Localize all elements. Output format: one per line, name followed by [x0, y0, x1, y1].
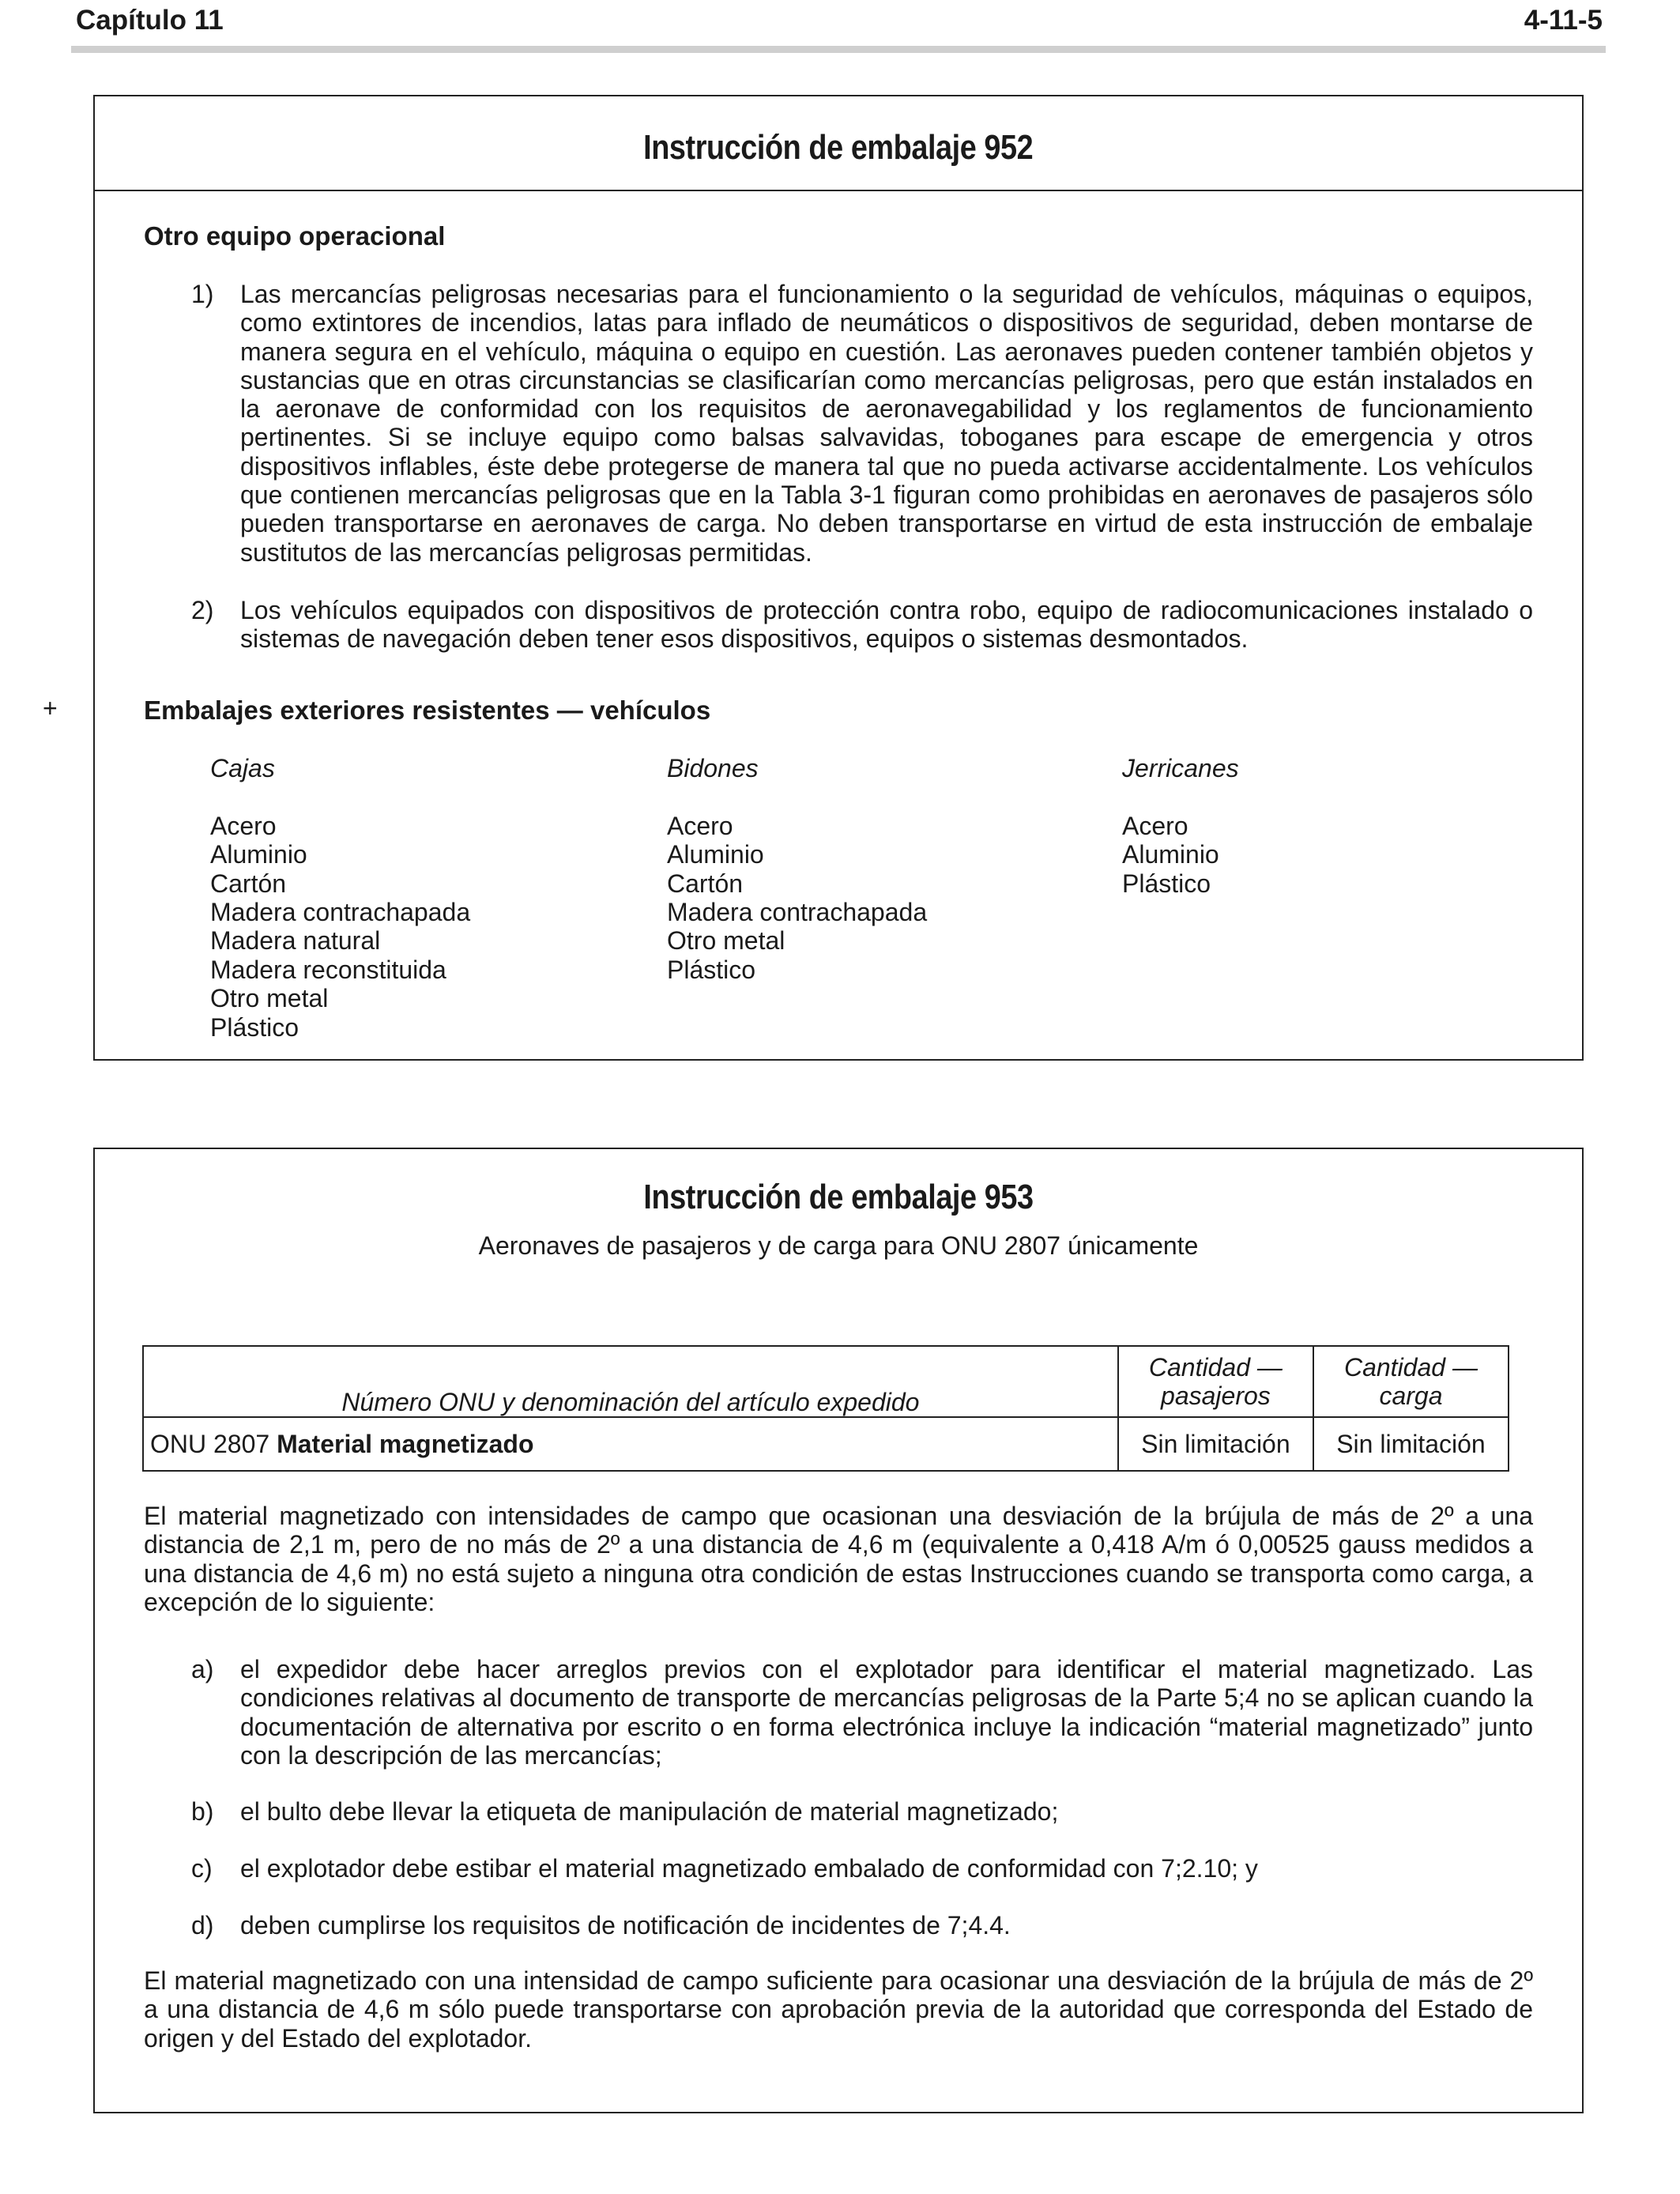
- packing-instruction-953: [93, 1148, 1584, 2113]
- packaging-material: Madera reconstituida: [210, 955, 446, 984]
- column-heading: Bidones: [667, 754, 759, 782]
- list-marker: 2): [191, 596, 214, 624]
- column-heading: Cajas: [210, 754, 275, 782]
- packaging-material: Plástico: [667, 955, 756, 984]
- packaging-material: Acero: [1122, 811, 1188, 840]
- packaging-material: Cartón: [210, 869, 287, 898]
- list-text: el bulto debe llevar la etiqueta de manipulación de material magnetizado;: [240, 1797, 1059, 1826]
- packaging-material: Aluminio: [210, 840, 307, 869]
- packing-instruction-952: [93, 95, 1584, 1061]
- packaging-material: Acero: [210, 811, 277, 840]
- list-marker: b): [191, 1797, 214, 1826]
- packaging-material: Plástico: [210, 1012, 299, 1042]
- column-heading: Jerricanes: [1122, 754, 1239, 782]
- section-heading-operational-equipment: Otro equipo operacional: [144, 221, 446, 251]
- packaging-material: Aluminio: [667, 840, 764, 869]
- column-drums: [667, 754, 927, 984]
- list-text: Los vehículos equipados con dispositivos de protección contra robo, equipo de radiocomunicaciones instalado o sistemas de navegación deben tener esos dispositivos, equipos o sistemas desmontados.: [240, 596, 1533, 654]
- list-item-b: [191, 1797, 1533, 1829]
- column-header-name: Número ONU y denominación del artículo expedido: [143, 1346, 1118, 1417]
- list-text: Las mercancías peligrosas necesarias para el funcionamiento o la seguridad de vehículos, máquinas o equipos, como extintores de incendios, latas para inflado de neumáticos o dispositivos de seguridad, deben montarse de manera segura en el vehículo, máquina o equipo en cuestión. Las aeronaves pueden contener también objetos y sustancias que en otras circunstancias se clasificarían como mercancías peligrosas, pero que están instalados en la aeronave de conformidad con los requisitos de aeronavegabilidad y los reglamentos de funcionamiento pertinentes. Si se incluye equipo como balsas salvavidas, toboganes para escape de emergencia y otros dispositivos inflables, éste debe protegerse de manera tal que no pueda activarse accidentalmente. Los vehículos que contienen mercancías peligrosas que en la Tabla 3-1 figuran como prohibidas en aeronaves de pasajeros sólo pueden transportarse en aeronaves de carga. No deben transportarse en virtud de esta instrucción de embalaje sustitutos de las mercancías peligrosas permitidas.: [240, 280, 1533, 567]
- list-text: el expedidor debe hacer arreglos previos con el explotador para identificar el material magnetizado. Las condiciones relativas al documento de transporte de mercancías peligrosas de la Parte 5;4 no se aplican cuando la documentación de alternativa por escrito o en forma electrónica incluye la indicación “material magnetizado” junto con la descripción de las mercancías;: [240, 1655, 1533, 1770]
- paragraph-approval: El material magnetizado con una intensidad de campo suficiente para ocasionar una desviación de la brújula de más de 2º a una distancia de 4,6 m sólo puede transportarse con aprobación previa de la autoridad que corresponda del Estado de origen y del Estado del explotador.: [144, 1966, 1533, 2053]
- pi952-title: Instrucción de embalaje 952: [643, 128, 1034, 167]
- packaging-material: Madera contrachapada: [210, 898, 471, 927]
- column-header-passenger: Cantidad — pasajeros: [1118, 1346, 1313, 1417]
- chapter-label: Capítulo 11: [76, 5, 224, 36]
- table-cell-passenger: Sin limitación: [1118, 1417, 1313, 1471]
- un-number: ONU 2807: [150, 1429, 270, 1458]
- list-item-a: [191, 1655, 1533, 1774]
- packaging-material: Otro metal: [667, 926, 785, 956]
- packaging-material: Madera contrachapada: [667, 898, 928, 927]
- packaging-material: Cartón: [667, 869, 744, 898]
- list-text: deben cumplirse los requisitos de notificación de incidentes de 7;4.4.: [240, 1911, 1011, 1940]
- table-row: [143, 1417, 1509, 1471]
- packaging-material: Madera natural: [210, 926, 381, 956]
- list-marker: a): [191, 1655, 214, 1683]
- packaging-material: Otro metal: [210, 984, 329, 1013]
- pi953-title: Instrucción de embalaje 953: [643, 1178, 1034, 1216]
- column-jerricans: [1122, 754, 1239, 898]
- packaging-material: Aluminio: [1122, 840, 1219, 869]
- section-heading-outer-packagings: Embalajes exteriores resistentes — vehículos: [144, 696, 711, 725]
- paragraph-intro: El material magnetizado con intensidades de campo que ocasionan una desviación de la brújula de más de 2º a una distancia de 2,1 m, pero de no más de 2º a una distancia de 4,6 m (equivalente a 0,418 A/m ó 0,00525 gauss medidos a una distancia de 4,6 m) no está sujeto a ninguna otra condición de estas Instrucciones cuando se transporta como carga, a excepción de lo siguiente:: [144, 1502, 1533, 1616]
- quantity-table: [142, 1345, 1509, 1472]
- list-item-2: [191, 596, 1533, 659]
- column-header-cargo: Cantidad — carga: [1313, 1346, 1509, 1417]
- column-boxes: [210, 754, 470, 1042]
- page-number: 4-11-5: [1524, 5, 1603, 36]
- pi952-title-bar: [95, 96, 1582, 191]
- list-marker: d): [191, 1911, 214, 1940]
- table-header-row: [143, 1346, 1509, 1417]
- pi953-subtitle: Aeronaves de pasajeros y de carga para ONU 2807 únicamente: [478, 1231, 1199, 1260]
- list-text: el explotador debe estibar el material magnetizado embalado de conformidad con 7;2.10; y: [240, 1854, 1258, 1883]
- page-header: [71, 0, 1606, 53]
- list-item-1: [191, 280, 1533, 572]
- packaging-material: Acero: [667, 811, 733, 840]
- list-marker: 1): [191, 280, 214, 308]
- shipping-name: Material magnetizado: [277, 1429, 534, 1458]
- table-cell-cargo: Sin limitación: [1313, 1417, 1509, 1471]
- revision-mark: +: [43, 694, 58, 722]
- list-marker: c): [191, 1854, 213, 1883]
- table-cell-name: [143, 1417, 1118, 1471]
- packaging-material: Plástico: [1122, 869, 1211, 898]
- list-item-c: [191, 1854, 1533, 1886]
- list-item-d: [191, 1911, 1533, 1943]
